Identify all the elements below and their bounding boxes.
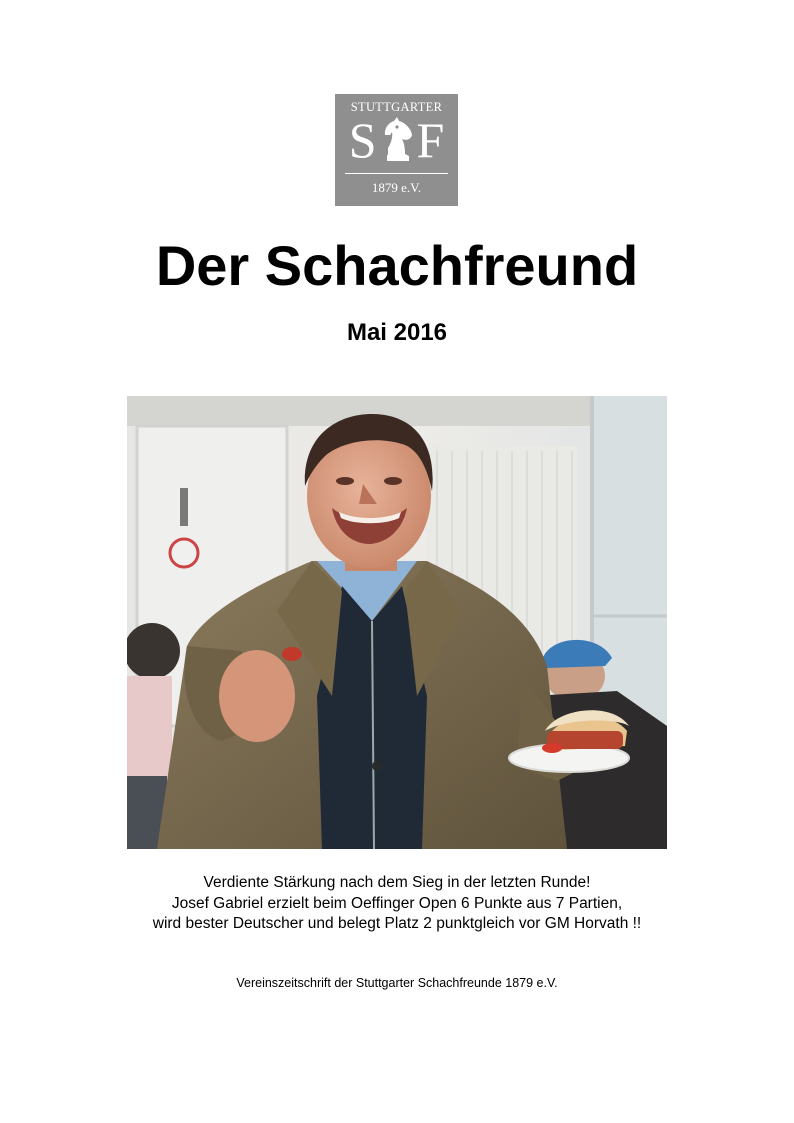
cover-photo [127, 396, 667, 849]
magazine-title: Der Schachfreund [155, 234, 639, 297]
club-logo [335, 94, 458, 206]
publication-footer: Vereinszeitschrift der Stuttgarter Schachfreunde 1879 e.V. [236, 976, 558, 990]
caption-line: Verdiente Stärkung nach dem Sieg in der letzten Runde! [203, 874, 591, 891]
caption-line: Josef Gabriel erzielt beim Oeffinger Open 6 Punkte aus 7 Partien, [171, 894, 623, 912]
photo-caption [0, 873, 794, 935]
logo-letter-f: F [416, 112, 445, 168]
chess-knight-icon [378, 117, 416, 163]
logo-monogram [335, 114, 458, 166]
caption-line: wird bester Deutscher und belegt Platz 2 punktgleich vor GM Horvath !! [152, 915, 642, 932]
logo-founding-year: 1879 e.V. [371, 180, 422, 195]
logo-divider [345, 173, 448, 174]
logo-club-name: STUTTGARTER [350, 100, 443, 114]
issue-date: Mai 2016 [346, 319, 448, 346]
logo-letter-s: S [348, 112, 377, 168]
smiling-man-holding-plate-icon [127, 396, 667, 849]
